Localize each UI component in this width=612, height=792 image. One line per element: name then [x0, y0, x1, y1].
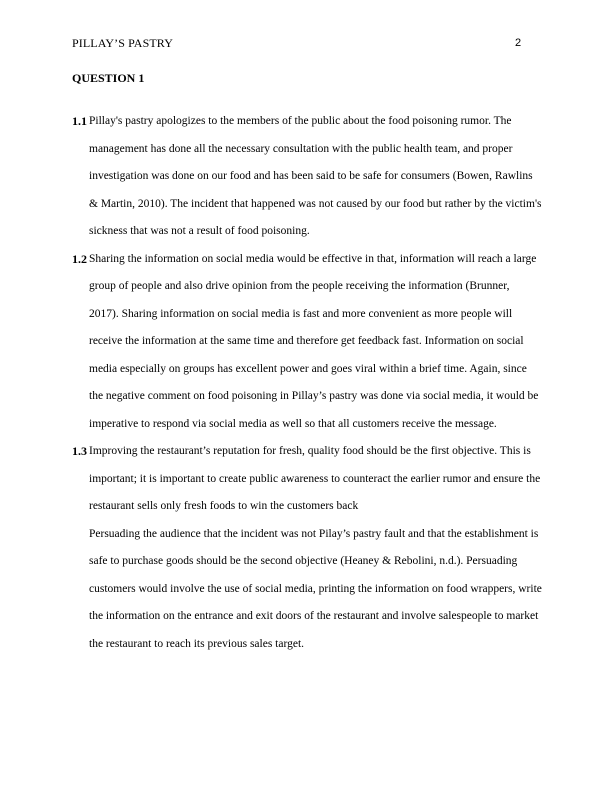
paragraph: Pillay's pastry apologizes to the members of the public about the food poisoning rumor. The management has done all the necessary consultation with the public health team, and proper investigation was done on our food and has been said to be safe for consumers (Bowen, Rawlins & Martin, 2010). The incident that happened was not caused by our food but rather by the victim's sickness that was not a result of food poisoning.: [89, 115, 542, 237]
item-body: [89, 108, 542, 246]
paragraph: Improving the restaurant’s reputation for fresh, quality food should be the first objective. This is important; it is important to create public awareness to counteract the earlier rumor and ensure the restaurant sells only fresh foods to win the customers back: [89, 445, 541, 512]
paragraph: Sharing the information on social media would be effective in that, information will reach a large group of people and also drive opinion from the people receiving the information (Brunner, 2017). Sharing information on social media is fast and more convenient as more people will receive the information at the same time and therefore get feedback fast. Information on social media especially on groups has excellent power and goes viral within a brief time. Again, since the negative comment on food poisoning in Pillay’s pastry was done via social media, it would be imperative to respond via social media as well so that all customers receive the message.: [89, 252, 539, 430]
item-number: 1.2: [72, 251, 87, 266]
item-body: [89, 246, 542, 439]
item-body: [89, 438, 542, 658]
answer-item-1-2: [72, 246, 542, 439]
question-heading: QUESTION 1: [72, 71, 145, 85]
paragraph: Persuading the audience that the incident was not Pilay’s pastry fault and that the establishment is safe to purchase goods should be the second objective (Heaney & Rebolini, n.d.). Persuading customers would involve the use of social media, printing the information on food wrappers, write the information on the entrance and exit doors of the restaurant and involve salespeople to market the restaurant to reach its previous sales target.: [89, 527, 542, 650]
item-number: 1.1: [72, 114, 87, 128]
running-head: PILLAY’S PASTRY: [72, 36, 173, 50]
answer-list: [72, 108, 542, 658]
item-number: 1.3: [72, 444, 87, 458]
page-number: 2: [515, 37, 522, 49]
answer-item-1-1: [72, 108, 542, 246]
answer-item-1-3: [72, 438, 542, 658]
